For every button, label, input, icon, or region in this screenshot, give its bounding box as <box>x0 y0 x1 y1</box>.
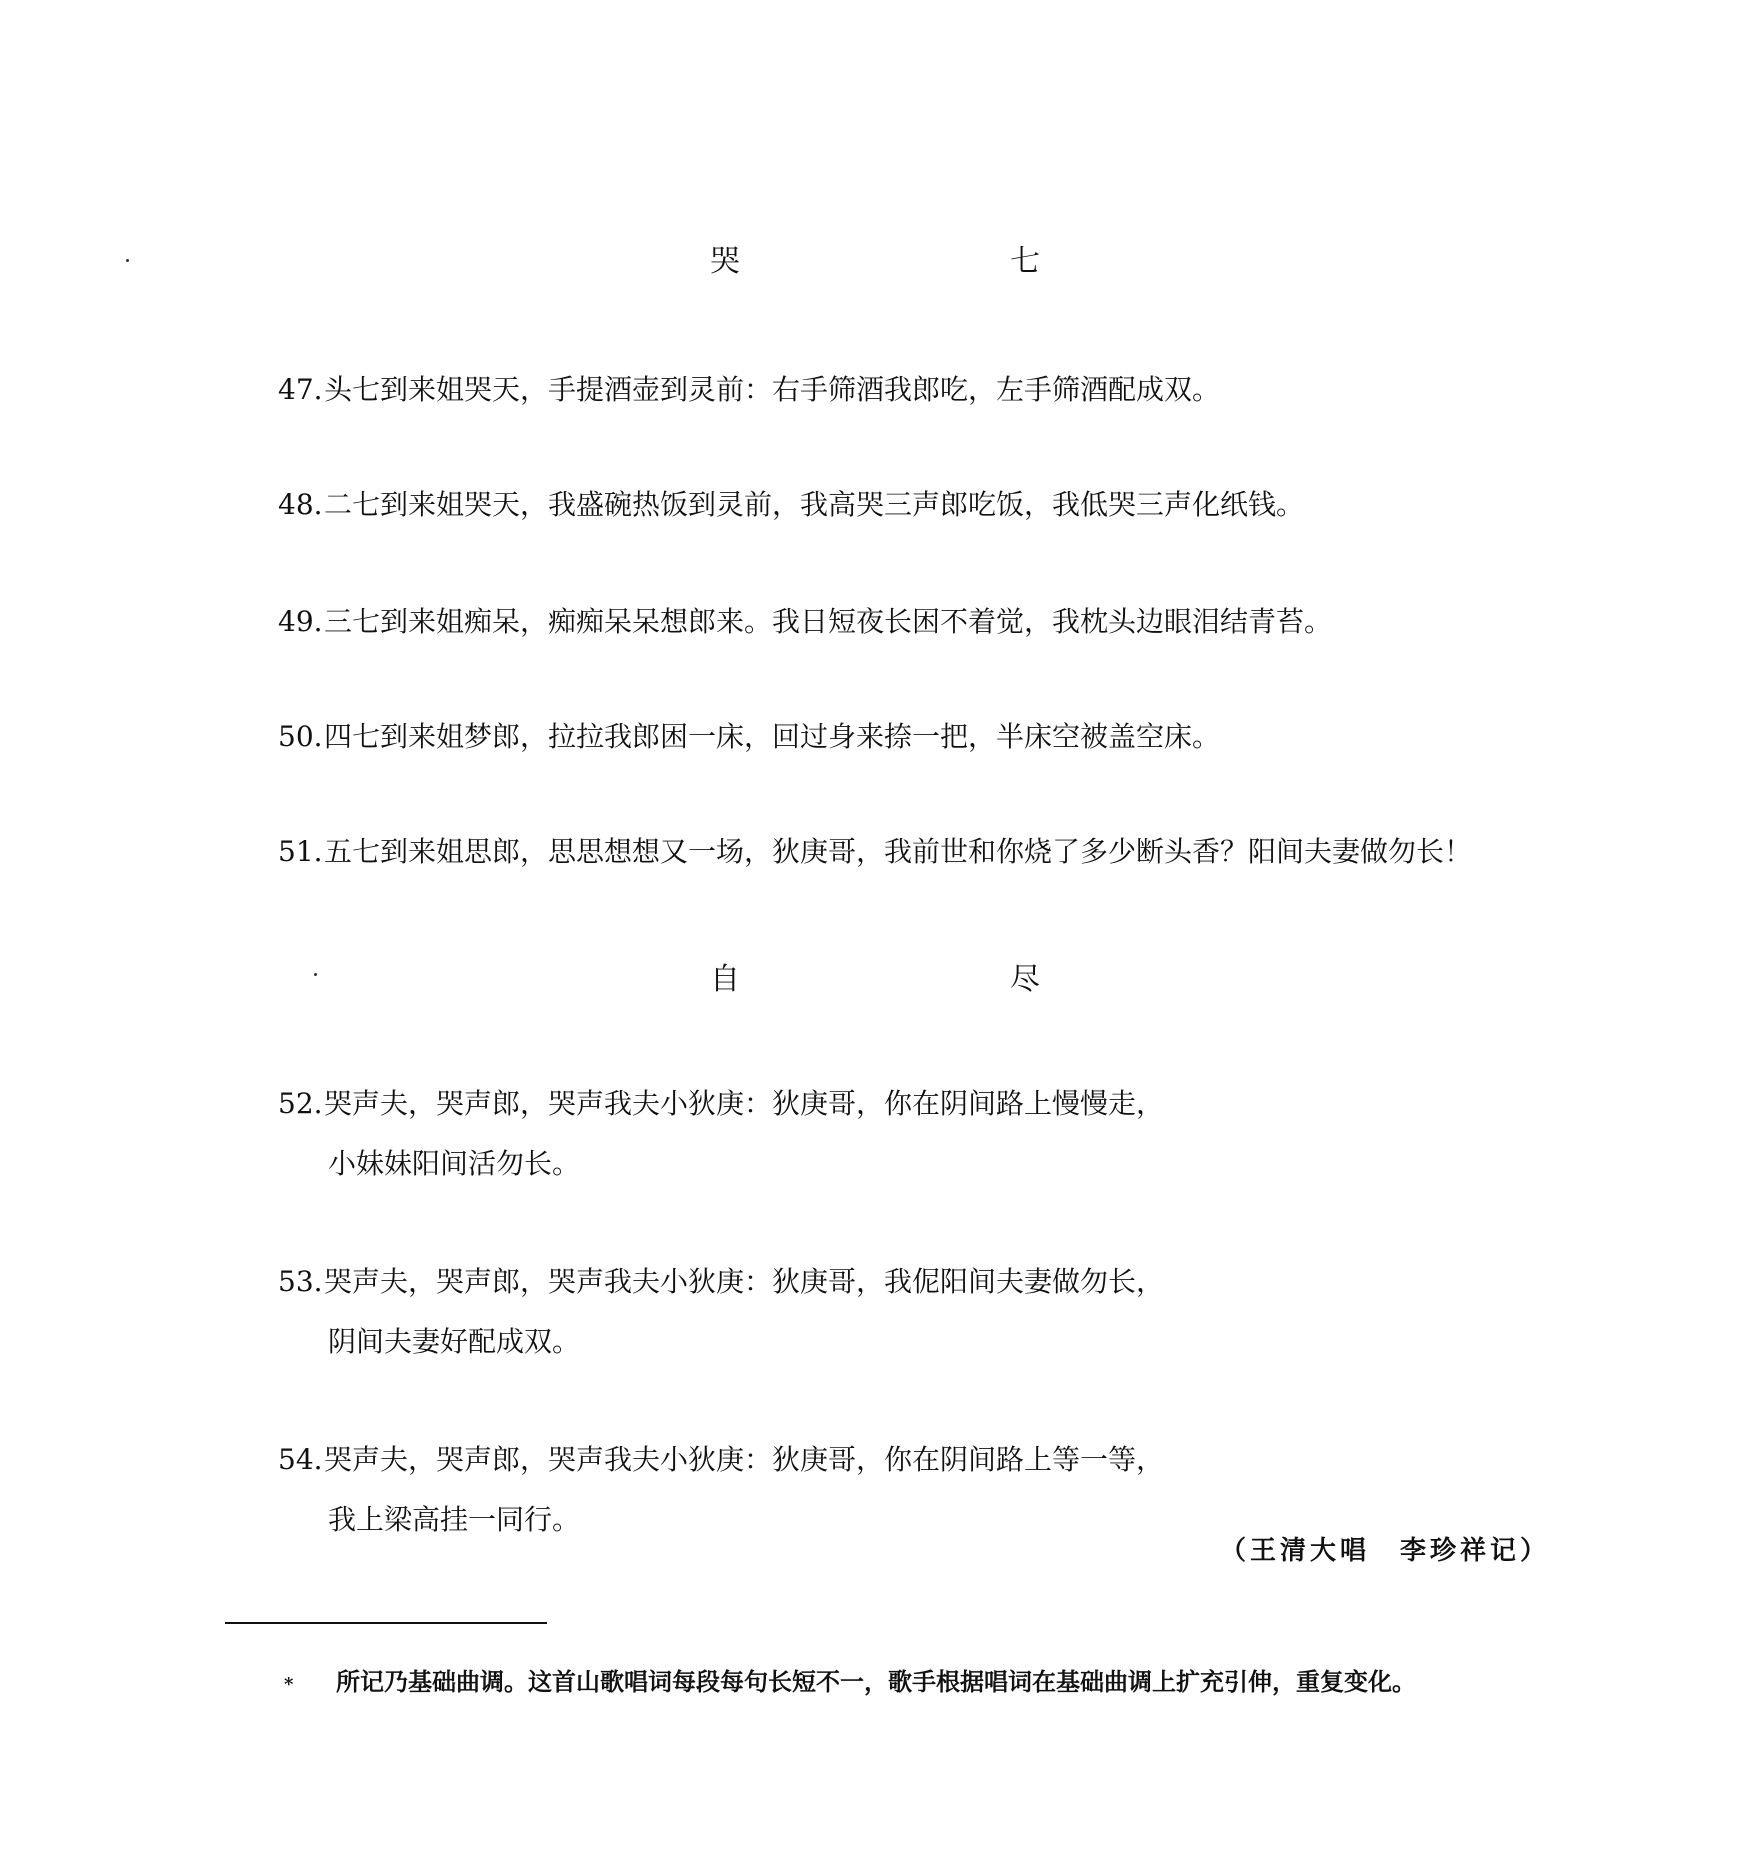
verse-continuation: 我上梁高挂一同行。 <box>328 1503 581 1536</box>
verse-number: 51. <box>278 835 323 868</box>
verse-number: 54. <box>278 1443 323 1476</box>
verse-line: 哭声夫，哭声郎，哭声我夫小狄庚：狄庚哥，你在阴间路上等一等， <box>324 1443 1165 1476</box>
verse-number: 48. <box>278 488 323 521</box>
verse-48 <box>278 475 1304 535</box>
verse-54 <box>278 1430 1164 1550</box>
verse-52 <box>278 1074 1164 1194</box>
verse-line: 三七到来姐痴呆，痴痴呆呆想郎来。我日短夜长困不着觉，我枕头边眼泪结青苔。 <box>324 605 1333 638</box>
verse-continuation: 阴间夫妻好配成双。 <box>328 1325 581 1358</box>
performer-credit: （王清大唱 李珍祥记） <box>1219 1536 1550 1566</box>
section-heading-zijin: 自 尽 <box>710 962 1160 997</box>
verse-line: 哭声夫，哭声郎，哭声我夫小狄庚：狄庚哥，你在阴间路上慢慢走， <box>324 1087 1165 1120</box>
footnote-text: 所记乃基础曲调。这首山歌唱词每段每句长短不一，歌手根据唱词在基础曲调上扩充引伸，重复变化。 <box>336 1667 1416 1696</box>
verse-line: 四七到来姐梦郎，拉拉我郎困一床，回过身来捺一把，半床空被盖空床。 <box>324 720 1221 753</box>
verse-continuation: 小妹妹阳间活勿长。 <box>328 1147 581 1180</box>
verse-51 <box>278 822 1472 882</box>
footnote-asterisk: * <box>284 1674 294 1695</box>
verse-line: 哭声夫，哭声郎，哭声我夫小狄庚：狄庚哥，我伲阳间夫妻做勿长， <box>324 1265 1165 1298</box>
verse-47 <box>278 360 1220 420</box>
verse-49 <box>278 592 1332 652</box>
verse-50 <box>278 707 1220 767</box>
verse-number: 49. <box>278 605 323 638</box>
verse-number: 50. <box>278 720 323 753</box>
verse-line: 五七到来姐思郎，思思想想又一场，狄庚哥，我前世和你烧了多少断头香？阳间夫妻做勿长！ <box>324 835 1473 868</box>
verse-number: 53. <box>278 1265 323 1298</box>
verse-number: 52. <box>278 1087 323 1120</box>
verse-53 <box>278 1252 1164 1372</box>
section-heading-kuqi: 哭 七 <box>710 244 1160 279</box>
verse-number: 47. <box>278 373 323 406</box>
verse-line: 二七到来姐哭天，我盛碗热饭到灵前，我高哭三声郎吃饭，我低哭三声化纸钱。 <box>324 488 1305 521</box>
verse-line: 头七到来姐哭天，手提酒壶到灵前：右手筛酒我郎吃，左手筛酒配成双。 <box>324 373 1221 406</box>
footnote-divider <box>225 1622 547 1624</box>
footnote <box>284 1662 1416 1697</box>
